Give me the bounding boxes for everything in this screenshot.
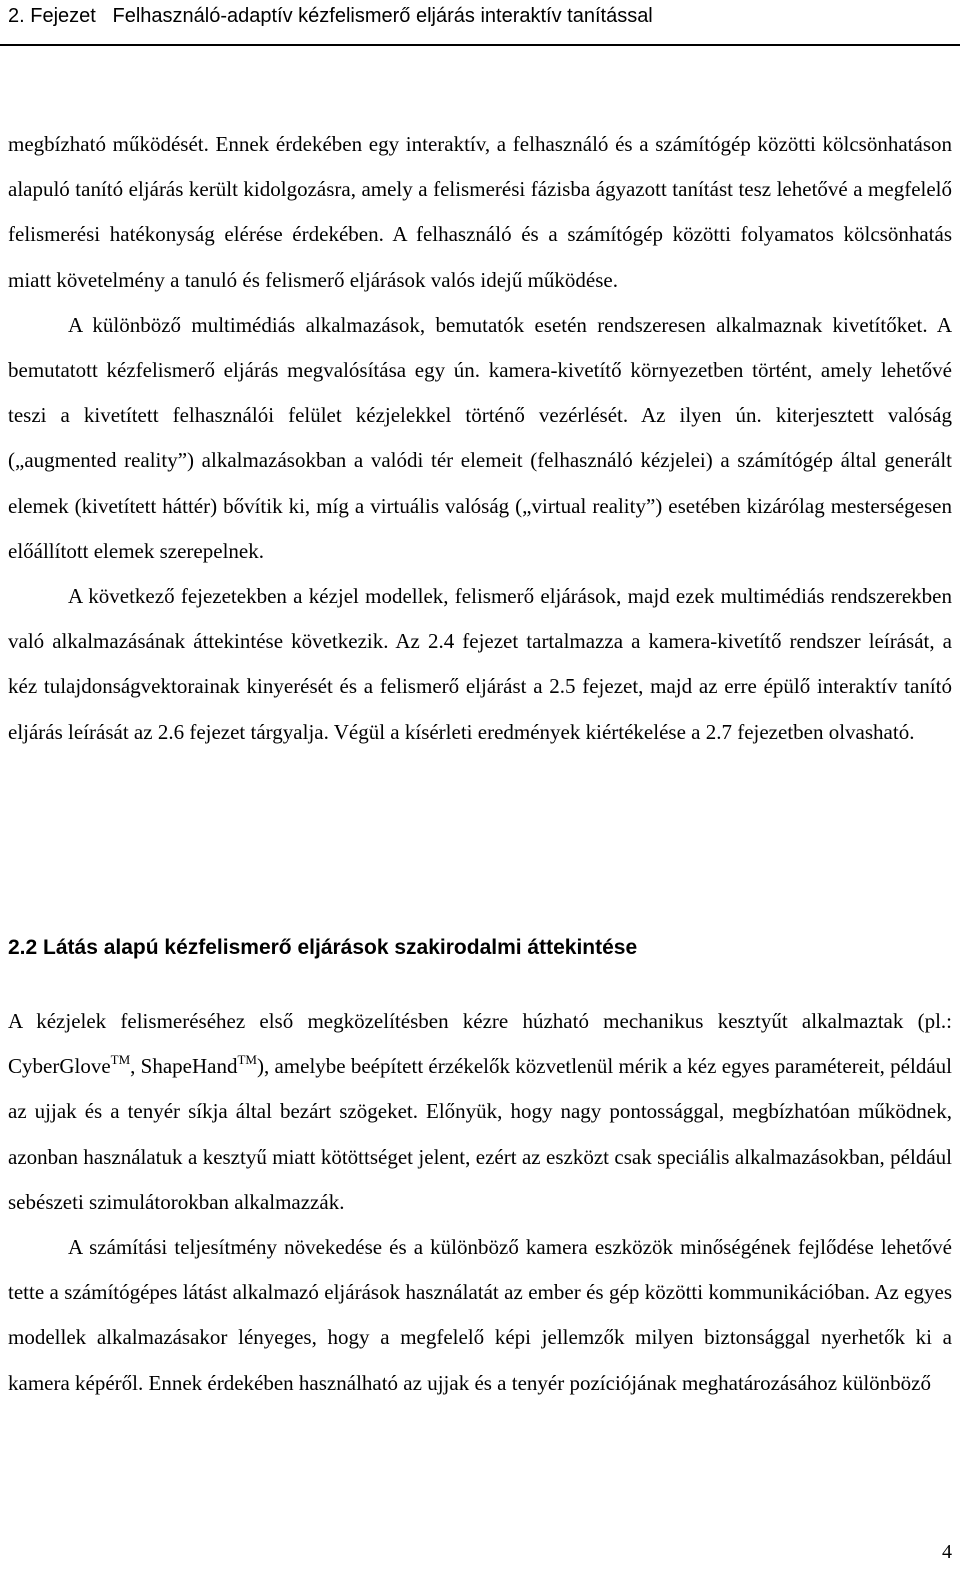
chapter-number: 2. Fejezet xyxy=(8,5,96,27)
section-heading: 2.2 Látás alapú kézfelismerő eljárások szakirodalmi áttekintése xyxy=(8,936,638,959)
paragraph-chapter-overview: A következő fejezetekben a kézjel modellek, felismerő eljárások, majd ezek multimédiás rendszerekben való alkalmazásának áttekintése következik. Az 2.4 fejezet tartalmazza a kamera-kivetítő rendszer leírását, a kéz tulajdonságvektorainak kinyerését és a felismerő eljárást a 2.5 fejezet, majd az erre épülő interaktív tanító eljárás leírását az 2.6 fejezet tárgyalja. Végül a kísérleti eredmények kiértékelése a 2.7 fejezetben olvasható. xyxy=(8,584,952,744)
trademark-shapehand: TM xyxy=(237,1052,257,1068)
glove-text-before: A kézjelek felismeréséhez első megközelítésben kézre húzható mechanikus kesztyűt alkalmaztak (pl.: CyberGlove xyxy=(8,1009,952,1079)
running-header xyxy=(8,4,653,28)
page-header xyxy=(0,0,960,46)
page-number: 4 xyxy=(942,1541,952,1563)
trademark-cyberglove: TM xyxy=(110,1052,131,1068)
chapter-title: Felhasználó-adaptív kézfelismerő eljárás interaktív tanítással xyxy=(112,5,653,27)
paragraph-continuation: megbízható működését. Ennek érdekében egy interaktív, a felhasználó és a számítógép közötti kölcsönhatáson alapuló tanító eljárás került kidolgozásra, amely a felismerési fázisba ágyazott tanítást tesz lehetővé a megfelelő felismerési hatékonyság elérése érdekében. A felhasználó és a számítógép közötti folyamatos kölcsönhatás miatt követelmény a tanuló és felismerő eljárások valós idejű működése. xyxy=(8,132,952,292)
intro-text-block xyxy=(8,122,952,755)
literature-text-block xyxy=(8,999,952,1406)
glove-text-middle: , ShapeHand xyxy=(130,1054,238,1079)
paragraph-multimedia: A különböző multimédiás alkalmazások, bemutatók esetén rendszeresen alkalmaznak kivetítőket. A bemutatott kézfelismerő eljárás megvalósítása egy ún. kamera-kivetítő környezetben történt, amely lehetővé teszi a kivetített felhasználói felület kézjelekkel történő vezérlését. Az ilyen ún. kiterjesztett valóság („augmented reality”) alkalmazásokban a valódi tér elemeit (felhasználó kézjelei) a számítógép által generált elemek (kivetített háttér) bővítik ki, míg a virtuális valóság („virtual reality”) esetében kizárólag mesterségesen előállított elemek szerepelnek. xyxy=(8,312,952,563)
paragraph-computer-vision: A számítási teljesítmény növekedése és a különböző kamera eszközök minőségének fejlődése lehetővé tette a számítógépes látást alkalmazó eljárások használatát az ember és gép közötti kommunikációban. Az egyes modellek alkalmazásakor lényeges, hogy a megfelelő képi jellemzők milyen biztonsággal nyerhetők ki a kamera képéről. Ennek érdekében használható az ujjak és a tenyér pozíciójának meghatározásához különböző xyxy=(8,1235,952,1395)
glove-text-after: ), amelybe beépített érzékelők közvetlenül mérik a kéz egyes paramétereit, például az ujjak és a tenyér síkja által bezárt szögeket. Előnyük, hogy nagy pontossággal, megbízhatóan működnek, azonban használatuk a kesztyű miatt kötöttséget jelent, ezért az eszközt csak speciális alkalmazásokban, például sebészeti szimulátorokban alkalmazzák. xyxy=(8,1054,952,1214)
paragraph-glove xyxy=(8,999,952,1225)
